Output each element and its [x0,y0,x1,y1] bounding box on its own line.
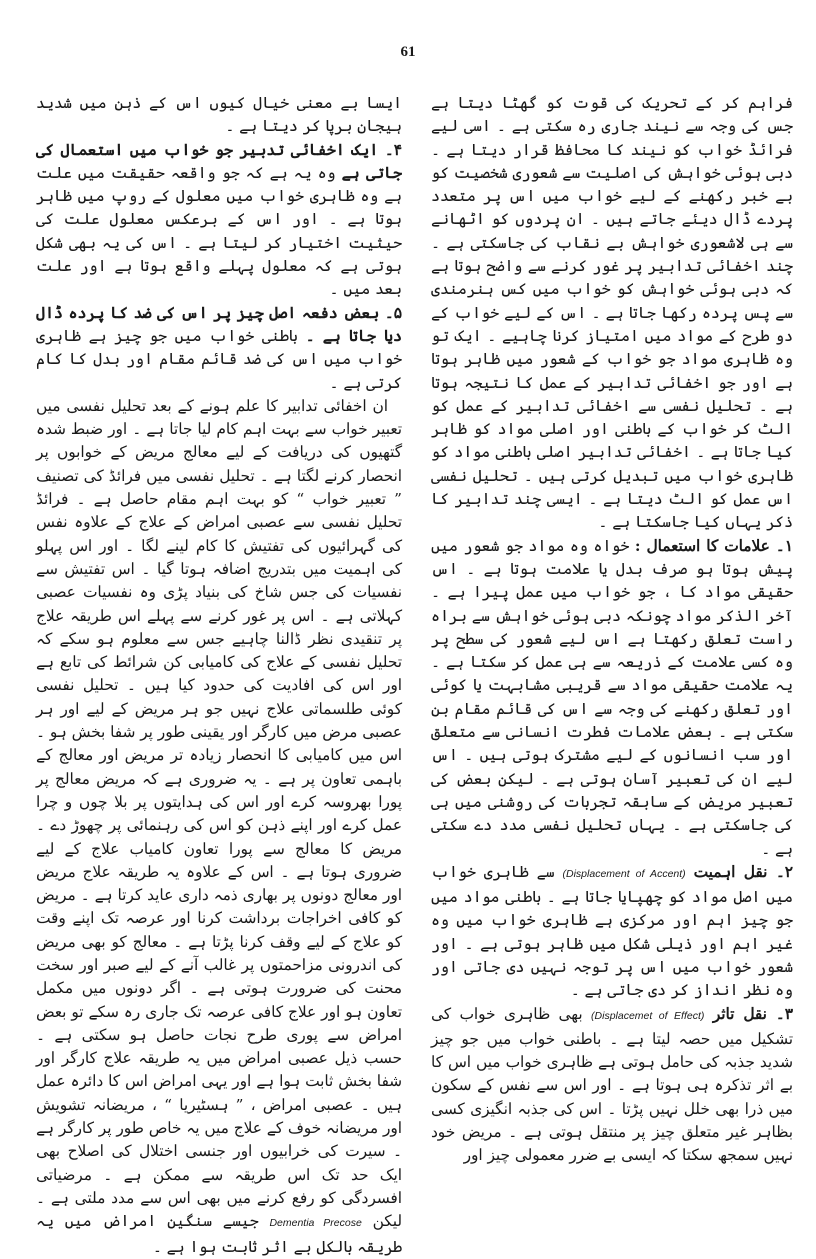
right-column [431,92,794,1165]
paragraph-text: باطنی خواب میں جو چیز ہے ظاہری خواب میں اس کی ضد قائم مقام اور بدل کا کام کرتی ہے ۔ [36,326,402,392]
paragraph-text: جیسے سنگین امراض میں یہ طریقہ بالکل بے اثر ثابت ہوا ہے ۔ [36,1212,402,1256]
paragraph-text: بھی ظاہری خواب کی تشکیل میں حصہ لیتا ہے ۔ باطنی خواب میں جو چیز شدید جذبہ کی حامل ہوتی ہے ظاہری خواب میں اس کا بے اثر تذکرہ ہی ہوتا ہے ۔ اور اس سے نفس کے سکون میں ذرا بھی خلل نہیں پڑتا ۔ اس کی جذبہ انگیزی کسی بظاہر غیر متعلق چیز پر منتقل ہوتی ہے ۔ مریض خود نہیں سمجھ سکتا کہ ایسی بے ضرر معمولی چیز اور [431,1004,793,1165]
section-heading: ۳۔ نقل تاثر [712,1004,793,1023]
paragraph: ایسا بے معنی خیال کیوں اس کے ذہن میں شدید ہیجان برپا کر دیتا ہے ۔ [36,94,402,136]
english-term: (Displacemet of Effect) [591,1009,705,1022]
paragraph-text: سے ظاہری خواب میں اصل مواد کو چھپایا جاتا ہے ۔ باطنی مواد میں جو چیز اہم اور مرکزی ہے ظاہری خواب میں وہ غیر اہم اور ذیلی شکل میں ظاہر ہوتی ہے ۔ اور شعور خواب میں اس پر توجہ نہیں دی جاتی اور وہ نظر انداز کر دی جاتی ہے ۔ [431,862,793,1000]
numbered-paragraph [431,861,793,1003]
paragraph [36,395,402,1259]
numbered-paragraph [36,302,402,395]
numbered-paragraph [36,139,402,302]
page-number: 61 [400,44,416,60]
paragraph: فراہم کر کے تحریک کی قوت کو گھٹا دیتا ہے جس کی وجہ سے نیند جاری رہ سکتی ہے ۔ اسی لیے فرائڈ خواب کو نیند کا محافظ قرار دیتا ہے ۔ دبی ہوئی خواہش کی اصلیت سے شعوری شخصیت کو بے خبر رکھنے کے لیے خواب میں اس پر متعدد پردے ڈال دیئے جاتے ہیں ۔ ان پردوں کو اٹھانے سے ہی لاشعوری خواہش بے نقاب کی جاسکتی ہے ۔ چند اخفائی تدابیر پر غور کرنے سے واضح ہوتا ہے کہ دبی ہوئی خواہش کو خواب میں کس ہنرمندی سے پس پردہ رکھا جاتا ہے ۔ اس کے لیے خواب کے دو طرح کے مواد میں امتیاز کرنا چاہیے ۔ ایک تو وہ ظاہری مواد جو خواب کے شعور میں ظاہر ہوتا ہے اور جو اخفائی تدابیر کے عمل کا نتیجہ ہوتا ہے ۔ تحلیل نفسی سے اخفائی تدابیر کے عمل کو الٹ کر خواب کے باطنی اور اصلی مواد کو ظاہر کیا جاتا ہے ۔ اخفائی تدابیر اصلی باطنی مواد کو ظاہری خواب میں تبدیل کرتی ہیں ۔ تحلیل نفسی اس عمل کو الٹ دیتا ہے ۔ ایسی چند تدابیر کا ذکر یہاں کیا جاسکتا ہے ۔ [431,94,793,532]
section-heading: ۴۔ ایک اخفائی تدبیر جو خواب میں استعمال کی جاتی ہے [36,140,402,182]
paragraph-text: وہ یہ ہے کہ جو واقعہ حقیقت میں علت ہے وہ ظاہری خواب میں معلول کے روپ میں ظاہر ہوتا ہے ۔ اور اس کے برعکس معلول علت کی حیثیت اختیار کر لیتا ہے ۔ اس کی یہ بھی شکل ہوتی ہے کہ معلول پہلے واقع ہوتا ہے اور علت بعد میں ۔ [36,163,402,299]
left-column [36,92,402,1256]
english-term: (Displacement of Accent) [562,867,686,880]
numbered-paragraph [431,1003,793,1168]
section-heading: ۱۔ علامات کا استعمال : [634,536,793,555]
paragraph-text: خواہ وہ مواد جو شعور میں پیش ہوتا ہو صرف بدل یا علامت ہوتا ہے ۔ اس حقیقی مواد کا ، جو خواب میں عمل پیرا ہے ۔ آخر الذکر مواد چونکہ دبی ہوئی خواہش سے براہ راست تعلق رکھتا ہے اس لیے شعور کی سطح پر وہ کسی علامت کے ذریعہ سے ہی عمل کر سکتا ہے ۔ یہ علامت حقیقی مواد سے قریبی مشابہت یا کوئی اور تعلق رکھنے کی وجہ سے اس کی قائم مقام بن سکتی ہے ۔ بعض علامات فطرت انسانی سے متعلق اور سب انسانوں کے لیے مشترک ہوتی ہیں ۔ اس لیے ان کی تعبیر آسان ہوتی ہے ۔ لیکن بعض کی تعبیر مریض کے سابقہ تجربات کی روشنی میں ہی کی جاسکتی ہے ۔ یہاں تحلیل نفسی مدد دے سکتی ہے ۔ [431,536,793,858]
paragraph-text: ان اخفائی تدابیر کا علم ہونے کے بعد تحلیل نفسی میں تعبیر خواب سے بہت اہم کام لیا جاتا ہے ۔ اور ضبط شدہ گتھیوں کی دریافت کے لیے معالج مریض کے خوابوں پر انحصار کرنے لگتا ہے ۔ تحلیل نفسی میں فرائڈ کی تصنیف ” تعبیر خواب “ کو بہت اہم مقام حاصل ہے ۔ فرائڈ تحلیل نفسی سے عصبی امراض کے علاج کے علاوہ نفس کی گہرائیوں کی تفتیش کا کام لینے لگا ۔ اور اس پہلو کی اہمیت میں بتدریج اضافہ ہوتا گیا ۔ اس تفتیش سے نفسیات کی جس شاخ کی بنیاد پڑی وہ نفسیات عصبی کہلاتی ہے ۔ اس پر غور کرنے سے پہلے اس طریقہ علاج پر تنقیدی نظر ڈالنا چاہیے جس سے معلوم ہو سکے کہ تحلیل نفسی کے علاج کی کامیابی کن شرائط کی تابع ہے اور اس کی افادیت کی حدود کیا ہیں ۔ تحلیل نفسی کوئی طلسماتی علاج نہیں جو ہر مریض کے لیے اور ہر عصبی مرض میں کارگر اور یقینی طور پر شفا بخش ہو ۔ اس میں کامیابی کا انحصار زیادہ تر مریض اور معالج کے باہمی تعاون پر ہے ۔ یہ ضروری ہے کہ مریض معالج پر پورا بھروسہ کرے اور اس کی ہدایتوں پر بلا چوں و چرا عمل کرے اور اپنے ذہن کو اس کی رہنمائی پر چھوڑ دے ۔ مریض کا معالج سے پورا تعاون کامیاب علاج کے لیے ضروری ہوتا ہے ۔ اس کے علاوہ یہ طریقہ علاج مریض اور معالج دونوں پر بھاری ذمہ داری عاید کرتا ہے ۔ مریض کو کافی اخراجات برداشت کرنا اور عرصہ تک اپنے وقت کو علاج کے لیے وقف کرنا پڑتا ہے ۔ معالج کو بھی مریض کی اندرونی مزاحمتوں پر غالب آنے کے لیے صبر اور سخت محنت کی ضرورت ہوتی ہے ۔ اگر دونوں میں مکمل تعاون ہو اور علاج کافی عرصہ تک جاری رہ سکے تو بعض امراض سے پوری طرح نجات حاصل ہو سکتی ہے ۔ حسب ذیل عصبی امراض میں یہ طریقہ علاج کارگر اور شفا بخش ثابت ہوا ہے اور یہی امراض اس کا دائرہ عمل ہیں ۔ عصبی امراض ، ” ہسٹیریا “ ، مریضانہ تشویش اور مریضانہ خوف کے علاج میں یہ خاص طور پر کارگر ہے ۔ سیرت کی خرابیوں اور جنسی اختلال کی اصلاح بھی ایک حد تک اس طریقہ سے ممکن ہے ۔ مرضیاتی افسردگی کو رفع کرنے میں بھی اس سے مدد ملتی ہے ۔ لیکن [36,396,402,1231]
section-heading: ۵۔ بعض دفعہ اصل چیز پر اس کی ضد کا پردہ ڈال دیا جاتا ہے ۔ [36,303,402,345]
numbered-paragraph [431,535,793,861]
section-heading: ۲۔ نقل اہمیت [693,862,794,881]
english-term: Dementia Precose [269,1217,362,1230]
